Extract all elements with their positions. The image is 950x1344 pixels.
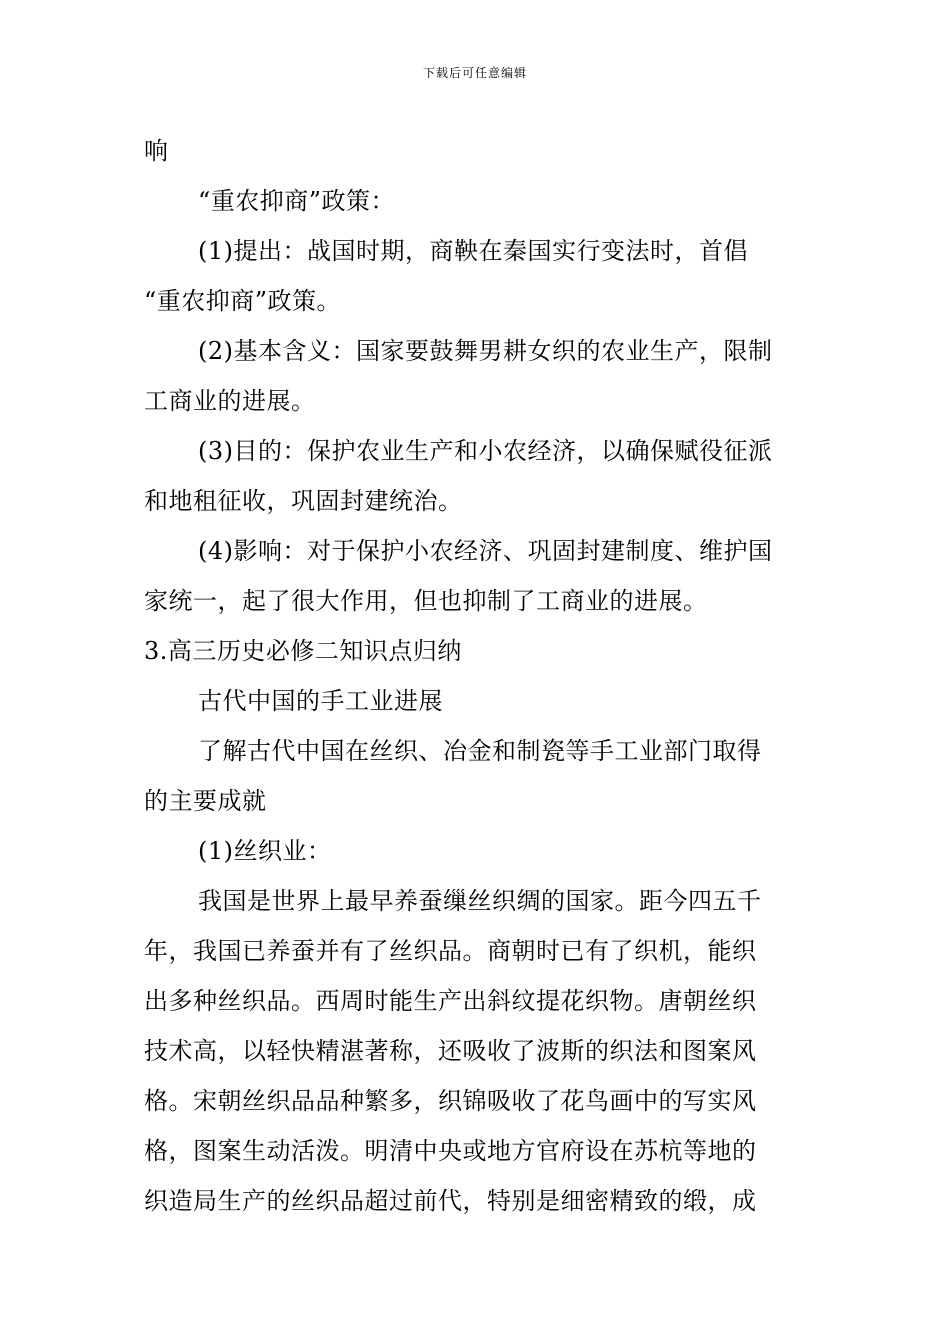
text-line-16: 我国是世界上最早养蚕缫丝织绸的国家。距今四五千: [198, 887, 762, 915]
section-heading: 3.高三历史必修二知识点归纳: [144, 637, 462, 665]
text-line-17: 年，我国已养蚕并有了丝织品。商朝时已有了织机，能织: [144, 937, 757, 965]
text-line-8: 和地租征收，巩固封建统治。: [144, 487, 463, 515]
subsection-title: 古代中国的手工业进展: [198, 687, 443, 715]
text-line-19: 技术高，以轻快精湛著称，还吸收了波斯的织法和图案风: [144, 1037, 757, 1065]
text-line-14: 的主要成就: [144, 787, 267, 815]
page-header-note: 下载后可任意编辑: [422, 66, 527, 80]
text-line-18: 出多种丝织品。西周时能生产出斜纹提花织物。唐朝丝织: [144, 987, 757, 1015]
text-line-9: (4)影响：对于保护小农经济、巩固封建制度、维护国: [198, 537, 773, 565]
text-line-4: “重农抑商”政策。: [144, 287, 342, 315]
text-line-10: 家统一，起了很大作用，但也抑制了工商业的进展。: [144, 587, 708, 615]
text-line-5: (2)基本含义：国家要鼓舞男耕女织的农业生产，限制: [198, 337, 773, 365]
text-line-1: 响: [144, 137, 169, 165]
document-body: [144, 126, 806, 1226]
text-line-7: (3)目的：保护农业生产和小农经济，以确保赋役征派: [198, 437, 773, 465]
text-line-22: 织造局生产的丝织品超过前代，特别是细密精致的缎，成: [144, 1187, 757, 1215]
text-line-13: 了解古代中国在丝织、冶金和制瓷等手工业部门取得: [198, 737, 762, 765]
text-line-3: (1)提出：战国时期，商鞅在秦国实行变法时，首倡: [198, 237, 748, 265]
text-line-15: (1)丝织业：: [198, 837, 332, 865]
text-line-2: “重农抑商”政策：: [198, 187, 396, 215]
text-line-20: 格。宋朝丝织品品种繁多，织锦吸收了花鸟画中的写实风: [144, 1087, 757, 1115]
text-line-21: 格，图案生动活泼。明清中央或地方官府设在苏杭等地的: [144, 1137, 757, 1165]
text-line-6: 工商业的进展。: [144, 387, 316, 415]
